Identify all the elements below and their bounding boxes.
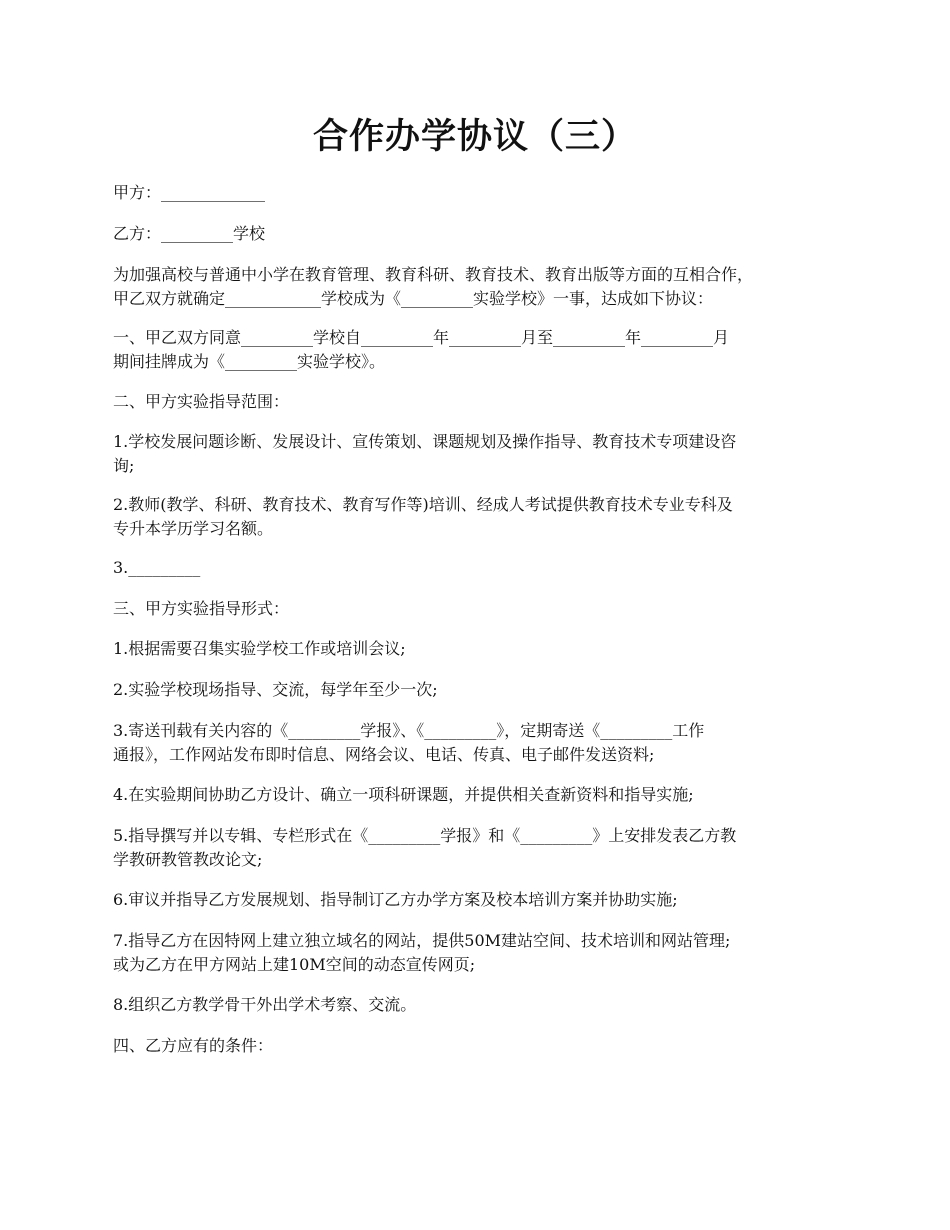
paragraph-line: 1.学校发展问题诊断、发展设计、宣传策划、课题规划及操作指导、教育技术专项建设咨 bbox=[113, 432, 737, 451]
paragraph-line: 二、甲方实验指导范围： bbox=[113, 392, 290, 411]
paragraph-line: 四、乙方应有的条件： bbox=[113, 1036, 274, 1055]
section-heading bbox=[113, 597, 853, 621]
list-item bbox=[113, 719, 853, 767]
document-title: 合作办学协议（三） bbox=[312, 116, 637, 157]
paragraph-line: 乙方：_________学校 bbox=[113, 224, 266, 243]
list-item bbox=[113, 637, 853, 661]
paragraph-line: 为加强高校与普通中小学在教育管理、教育科研、教育技术、教育出版等方面的互相合作， bbox=[113, 265, 754, 284]
list-item bbox=[113, 783, 853, 807]
paragraph-line: 三、甲方实验指导形式： bbox=[113, 599, 290, 618]
list-item bbox=[113, 678, 853, 702]
paragraph-line: 7.指导乙方在因特网上建立独立域名的网站，提供50M建站空间、技术培训和网站管理; bbox=[113, 931, 731, 950]
list-item bbox=[113, 430, 853, 478]
paragraph-line: 通报》，工作网站发布即时信息、网络会议、电话、传真、电子邮件发送资料; bbox=[113, 745, 655, 764]
list-item bbox=[113, 824, 853, 872]
paragraph-line: 2.实验学校现场指导、交流，每学年至少一次; bbox=[113, 680, 438, 699]
party-b-line bbox=[113, 222, 853, 246]
paragraph-line: 学教研教管教改论文; bbox=[113, 850, 263, 869]
paragraph-line: 期间挂牌成为《_________实验学校》。 bbox=[113, 352, 386, 371]
paragraph-line: 或为乙方在甲方网站上建10M空间的动态宣传网页; bbox=[113, 955, 476, 974]
paragraph-line: 4.在实验期间协助乙方设计、确立一项科研课题，并提供相关查新资料和指导实施; bbox=[113, 785, 694, 804]
preamble-paragraph bbox=[113, 263, 853, 311]
paragraph-line: 专升本学历学习名额。 bbox=[113, 519, 274, 538]
paragraph-line: 3._________ bbox=[113, 558, 201, 577]
paragraph-line: 2.教师(教学、科研、教育技术、教育写作等)培训、经成人考试提供教育技术专业专科及 bbox=[113, 495, 733, 514]
paragraph-line: 3.寄送刊载有关内容的《_________学报》、《_________》，定期寄送《_________工作 bbox=[113, 721, 705, 740]
paragraph-line: 5.指导撰写并以专辑、专栏形式在《_________学报》和《_________》上安排发表乙方教 bbox=[113, 826, 737, 845]
list-item bbox=[113, 493, 853, 541]
party-a-line bbox=[113, 181, 853, 205]
paragraph-line: 甲乙双方就确定____________学校成为《_________实验学校》一事，达成如下协议： bbox=[113, 289, 714, 308]
list-item bbox=[113, 556, 853, 580]
paragraph-line: 一、甲乙双方同意_________学校自_________年_________月至_________年_________月 bbox=[113, 328, 730, 347]
paragraph-line: 6.审议并指导乙方发展规划、指导制订乙方办学方案及校本培训方案并协助实施; bbox=[113, 890, 678, 909]
list-item bbox=[113, 888, 853, 912]
section-heading bbox=[113, 390, 853, 414]
paragraph-line: 甲方：_____________ bbox=[113, 183, 266, 202]
paragraph-line: 1.根据需要召集实验学校工作或培训会议; bbox=[113, 639, 406, 658]
list-item bbox=[113, 993, 853, 1017]
paragraph-line: 询; bbox=[113, 456, 135, 475]
list-item bbox=[113, 929, 853, 977]
paragraph-line: 8.组织乙方教学骨干外出学术考察、交流。 bbox=[113, 995, 417, 1014]
clause-one-paragraph bbox=[113, 326, 853, 374]
section-heading bbox=[113, 1034, 853, 1058]
